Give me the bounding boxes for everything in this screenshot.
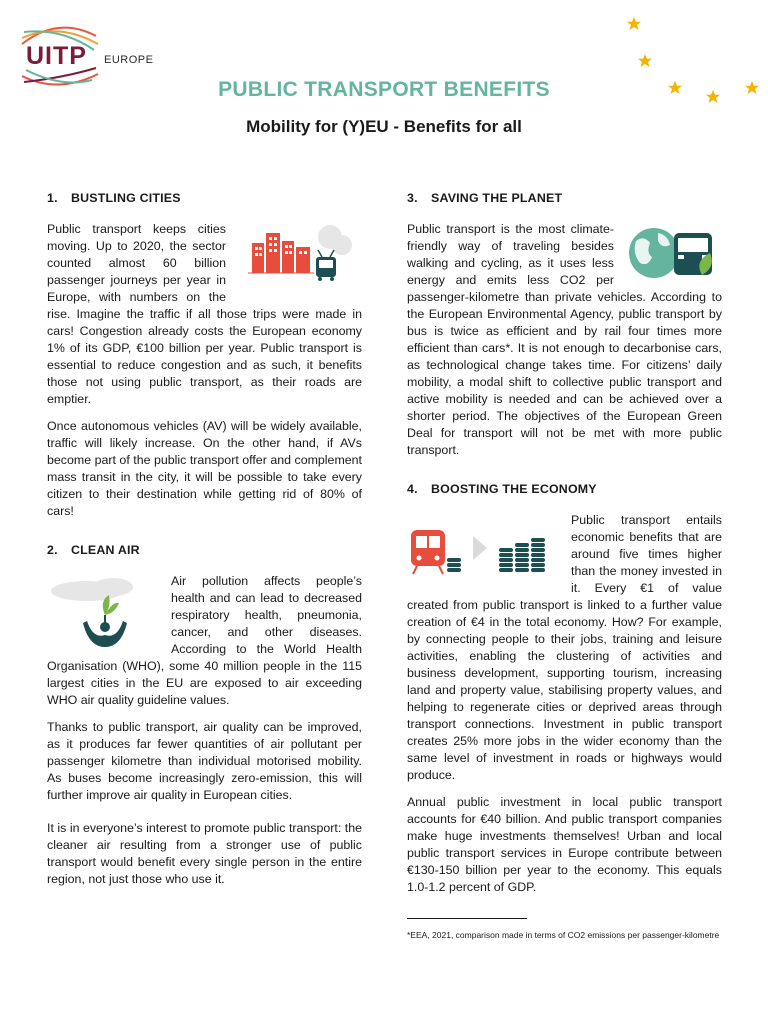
section-title: BOOSTING THE ECONOMY xyxy=(431,482,597,496)
logo-wordmark: UITP xyxy=(26,42,87,70)
paragraph: Public transport keeps cities moving. Up to 2020, the sector counted almost 60 billion passenger journeys per year in Europe, with numbers on the rise. Imagine the traffic if all those trips were made in cars! Congestion already costs the European economy 1% of its GDP, €100 billion per year. Public transport is essential to reduce congestion and as such, it benefits those not using public transport, as their roads are emptier. xyxy=(47,222,362,406)
paragraph: Once autonomous vehicles (AV) will be widely available, traffic will likely increase. On the other hand, if AVs become part of the public transport offer and complement mass transit in the city, it will be possible to take every citizen to their destination while getting rid of 80% of cars! xyxy=(47,419,362,518)
footnote: *EEA, 2021, comparison made in terms of CO2 emissions per passenger-kilometre xyxy=(407,930,720,940)
section-heading xyxy=(47,542,362,559)
city-bus-icon xyxy=(234,223,362,293)
section-heading xyxy=(407,190,722,207)
section-number: 1. xyxy=(47,191,58,205)
section-boosting-the-economy xyxy=(407,481,722,896)
logo-region: EUROPE xyxy=(104,54,154,66)
section-heading xyxy=(407,481,722,498)
footnote-divider xyxy=(407,918,527,919)
section-title: SAVING THE PLANET xyxy=(431,191,563,205)
section-clean-air xyxy=(47,542,362,888)
paragraph: It is in everyone’s interest to promote public transport: the cleaner air resulting from a stronger use of public transport would benefit every single person in the entire region, not just those who use it. xyxy=(47,821,362,886)
globe-bus-icon xyxy=(622,223,722,283)
person-plant-icon xyxy=(47,575,163,651)
paragraph: Public transport is the most climate-friendly way of traveling besides walking and cycling, as it uses less energy and emits less CO2 per passenger-kilometre than private vehicles. According to the European Environmental Agency, public transport by bus is twice as efficient and by rail four times more efficient than cars*. It is not enough to decarbonise cars, as technological change takes time. For citizens’ daily mobility, a modal shift to collective public transport and active mobility is needed and can be achieved over a shorter period. The objectives of the European Green Deal for transport will not be met with more public transport. xyxy=(407,222,722,457)
paragraph: Thanks to public transport, air quality can be improved, as it produces far fewer quantities of air pollutant per passenger kilometre than individual motorised mobility. As buses become increasingly zero-emission, this will further improve air quality in European cities. xyxy=(47,720,362,802)
section-number: 3. xyxy=(407,191,418,205)
paragraph: Air pollution affects people’s health and can lead to decreased respiratory health, pneumonia, cancer, and other diseases. According to the World Health Organisation (WHO), some 40 million people in the 115 largest cities in the EU are exposed to air exceeding WHO air quality guideline values. xyxy=(47,574,362,707)
section-heading xyxy=(47,190,362,207)
page-title: PUBLIC TRANSPORT BENEFITS xyxy=(218,78,550,101)
section-number: 4. xyxy=(407,482,418,496)
section-title: CLEAN AIR xyxy=(71,543,140,557)
section-bustling-cities xyxy=(47,190,362,530)
right-column xyxy=(407,190,722,941)
paragraph: Public transport entails economic benefits that are around five times higher than the money invested in it. Every €1 of value created from public transport is linked to a further value creation of €4 in the total economy. How? For example, by connecting people to their jobs, training and leisure activities, enabling the clustering of activities and business development, supporting tourism, increasing land and property value, stabilising property values, and helping to regenerate cities or deprived areas through transport connections. Investment in public transport creates 25% more jobs in the wider economy than the same level of investment in roads or highways would produce. xyxy=(407,513,722,782)
section-saving-the-planet xyxy=(407,190,722,469)
section-number: 2. xyxy=(47,543,58,557)
left-column xyxy=(47,190,362,900)
paragraph: Annual public investment in local public transport accounts for €40 billion. And public transport companies make huge investments themselves! Urban and local public transport services in Europe contribute between €130-150 billion per year to the economy. This equals 1.0-1.2 percent of GDP. xyxy=(407,795,722,894)
section-title: BUSTLING CITIES xyxy=(71,191,181,205)
page-subtitle: Mobility for (Y)EU - Benefits for all xyxy=(246,117,522,136)
train-coins-icon xyxy=(407,514,563,584)
